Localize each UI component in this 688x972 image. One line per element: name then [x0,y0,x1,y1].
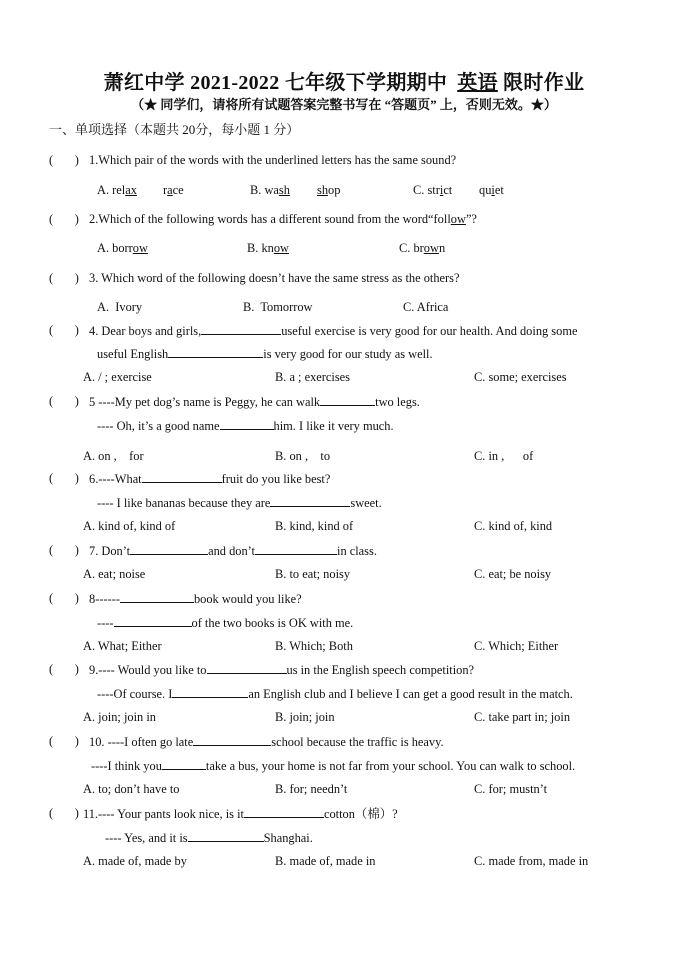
q1-stem: 1.Which pair of the words with the underlined letters has the same sound? [89,153,457,167]
q10-option-a: A. to; don’t have to [83,782,180,796]
q3-option-c: C. Africa [403,300,449,314]
q8-option-b: B. Which; Both [275,639,353,653]
q11-stem-line1: 11.---- Your pants look nice, is it cotton（棉）? [83,807,398,821]
q3-option-a: A. Ivory [97,300,143,314]
q2-option-b: B. know [247,241,290,255]
q8-option-a: A. What; Either [83,639,162,653]
title-subject: 英语 [457,72,498,94]
q1-option-b: B. wash [250,183,290,197]
notice-banner: （★ 同学们，请将所有试题答案完整书写在 “答题页” 上，否则无效。★） [131,97,557,112]
q11-option-a: A. made of, made by [83,854,187,868]
q1-option-c: C. strict [413,183,453,197]
q6-stem-line1: 6.----What fruit do you like best? [89,472,331,486]
q5-option-c: C. in , of [474,449,534,463]
q7-stem: 7. Don’t and don’t in class. [89,544,377,558]
q6-answer-paren: ( ) [49,471,79,485]
q11-option-c: C. made from, made in [474,854,589,868]
section-heading: 一、单项选择（本题共 20分，每小题 1 分） [49,122,300,137]
q3-option-b: B. Tomorrow [243,300,313,314]
q6-option-c: C. kind of, kind [474,519,553,533]
q5-answer-paren: ( ) [49,394,79,408]
q4-option-b: B. a ; exercises [275,370,351,384]
q1-option-a: A. relax [97,183,137,197]
q2-option-a: A. borrow [97,241,148,255]
q8-stem-line1: 8------ book would you like? [89,592,302,606]
q4-stem-line1: 4. Dear boys and girls, useful exercise is very good for our health. And doing some [89,324,578,338]
q10-option-b: B. for; needn’t [275,782,348,796]
q5-stem-line2: ---- Oh, it’s a good name him. I like it very much. [97,419,394,433]
q9-option-b: B. join; join [275,710,335,724]
q4-option-a: A. / ; exercise [83,370,152,384]
q3-answer-paren: ( ) [49,271,79,285]
q7-option-a: A. eat; noise [83,567,146,581]
q11-option-b: B. made of, made in [275,854,376,868]
q8-answer-paren: ( ) [49,591,79,605]
q8-option-c: C. Which; Either [474,639,559,653]
q1-option-b2: shop [317,183,341,197]
q10-stem-line2: ----I think you take a bus, your home is not far from your school. You can walk to school. [91,759,576,773]
q10-option-c: C. for; mustn’t [474,782,548,796]
q10-answer-paren: ( ) [49,734,79,748]
q2-option-c: C. brown [399,241,446,255]
q4-stem-line2: useful English is very good for our study as well. [97,347,433,361]
q5-option-a: A. on , for [83,449,144,463]
page-title [0,66,688,95]
q6-option-b: B. kind, kind of [275,519,354,533]
q11-answer-paren: ( ) [49,806,79,820]
q6-stem-line2: ---- I like bananas because they are sweet. [97,496,382,510]
q10-stem-line1: 10. ----I often go late school because the traffic is heavy. [89,735,444,749]
q7-answer-paren: ( ) [49,543,79,557]
q1-option-a2: race [163,183,184,197]
title-suffix: 限时作业 [497,72,585,94]
q4-answer-paren: ( ) [49,323,79,337]
q2-stem: 2.Which of the following words has a different sound from the word“follow”? [89,212,477,226]
q9-answer-paren: ( ) [49,662,79,676]
q8-stem-line2: ---- of the two books is OK with me. [97,616,354,630]
q9-option-c: C. take part in; join [474,710,571,724]
q2-answer-paren: ( ) [49,212,79,226]
q1-answer-paren: ( ) [49,153,79,167]
q3-stem: 3. Which word of the following doesn’t have the same stress as the others? [89,271,460,285]
q4-option-c: C. some; exercises [474,370,567,384]
q6-option-a: A. kind of, kind of [83,519,176,533]
q9-option-a: A. join; join in [83,710,156,724]
q7-option-c: C. eat; be noisy [474,567,552,581]
q11-stem-line2: ---- Yes, and it is Shanghai. [105,831,313,845]
title-prefix: 萧红中学 2021-2022 七年级下学期期中 [103,72,448,94]
q1-option-c2: quiet [479,183,504,197]
q5-stem-line1: 5 ----My pet dog’s name is Peggy, he can walk two legs. [89,395,420,409]
q5-option-b: B. on , to [275,449,331,463]
q9-stem-line2: ----Of course. I an English club and I believe I can get a good result in the match. [97,687,573,701]
q9-stem-line1: 9.---- Would you like to us in the English speech competition? [89,663,475,677]
q7-option-b: B. to eat; noisy [275,567,351,581]
